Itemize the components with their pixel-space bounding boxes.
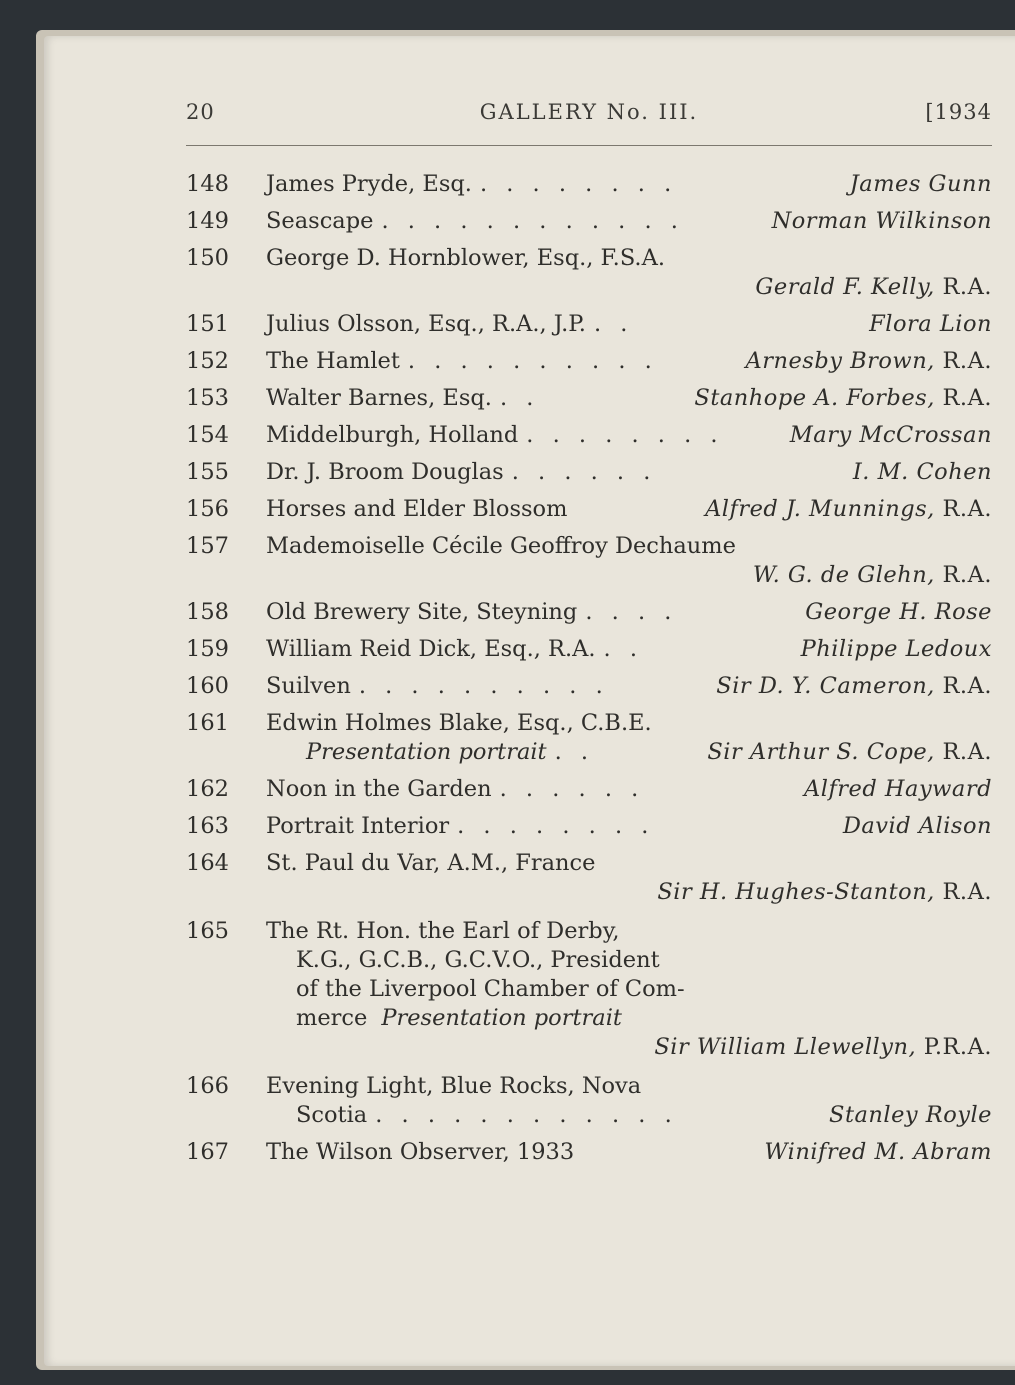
entry-number: 164 xyxy=(186,850,229,876)
entry-title: The Rt. Hon. the Earl of Derby, xyxy=(266,918,620,944)
catalogue-entry xyxy=(186,345,992,378)
entry-number: 156 xyxy=(186,496,229,522)
entry-artist: Sir Arthur S. Cope, xyxy=(707,739,935,765)
entry-title: Edwin Holmes Blake, Esq., C.B.E. xyxy=(266,710,652,736)
leader-dots: . . . . . . . . . . xyxy=(407,348,658,374)
entry-number: 151 xyxy=(186,311,229,337)
entry-title: Julius Olsson, Esq., R.A., J.P. xyxy=(266,311,586,337)
entry-note: Presentation portrait xyxy=(306,739,547,765)
entry-title: Walter Barnes, Esq. xyxy=(266,385,492,411)
entry-title: The Hamlet xyxy=(266,348,400,374)
leader-dots: . . . . xyxy=(585,599,678,625)
entry-artist: Flora Lion xyxy=(869,311,992,337)
leader-dots: . . . . . . . . xyxy=(526,422,724,448)
artist-suffix: R.A. xyxy=(934,739,992,765)
catalogue-entry xyxy=(186,707,992,769)
entry-artist: Gerald F. Kelly, xyxy=(755,274,935,300)
entry-number: 150 xyxy=(186,245,229,271)
entry-artist: Sir William Llewellyn, xyxy=(654,1034,917,1060)
catalogue-entry xyxy=(186,915,992,1064)
entry-number: 165 xyxy=(186,918,229,944)
entry-artist: James Gunn xyxy=(849,171,992,197)
entry-title-continued: merce xyxy=(296,1005,368,1031)
entry-number: 148 xyxy=(186,171,229,197)
entry-title: Suilven xyxy=(266,673,351,699)
catalogue-entry xyxy=(186,205,992,238)
entry-artist: Sir D. Y. Cameron, xyxy=(716,673,935,699)
catalogue-entry xyxy=(186,1070,992,1132)
leader-dots: . . . . . . . . . . . . xyxy=(375,1102,678,1128)
page-header xyxy=(186,100,992,136)
entry-title: Old Brewery Site, Steyning xyxy=(266,599,578,625)
catalogue-entry xyxy=(186,847,992,909)
entry-artist: Sir H. Hughes-Stanton, xyxy=(657,879,935,905)
catalogue-entry xyxy=(186,419,992,452)
leader-dots: . . . . . . . . xyxy=(457,813,655,839)
entry-title: William Reid Dick, Esq., R.A. xyxy=(266,636,596,662)
page-number: 20 xyxy=(186,100,215,124)
artist-suffix: P.R.A. xyxy=(916,1034,992,1060)
catalogue-entry xyxy=(186,168,992,201)
entry-title: Evening Light, Blue Rocks, Nova xyxy=(266,1073,642,1099)
artist-suffix: R.A. xyxy=(934,496,992,522)
entry-title-continued: K.G., G.C.B., G.C.V.O., President xyxy=(296,947,660,973)
entry-title: James Pryde, Esq. xyxy=(266,171,472,197)
header-rule xyxy=(186,145,992,146)
artist-suffix: R.A. xyxy=(934,274,992,300)
leader-dots: . . . . . . . . xyxy=(479,171,678,197)
entry-artist: David Alison xyxy=(842,813,992,839)
entry-title-continued: of the Liverpool Chamber of Com- xyxy=(296,976,685,1002)
leader-dots: . . xyxy=(499,385,540,411)
leader-dots: . . xyxy=(603,636,643,662)
entry-title: Mademoiselle Cécile Geoffroy Dechaume xyxy=(266,533,736,559)
entry-number: 152 xyxy=(186,348,229,374)
entry-number: 161 xyxy=(186,710,229,736)
entry-number: 166 xyxy=(186,1073,229,1099)
entry-artist: Philippe Ledoux xyxy=(800,636,992,662)
artist-suffix: R.A. xyxy=(934,385,992,411)
entry-title: Dr. J. Broom Douglas xyxy=(266,459,504,485)
entry-title: St. Paul du Var, A.M., France xyxy=(266,850,596,876)
entry-artist: W. G. de Glehn, xyxy=(752,562,935,588)
leader-dots: . . xyxy=(554,739,595,765)
catalogue-entry xyxy=(186,596,992,629)
catalogue-entry xyxy=(186,456,992,489)
leader-dots: . . . . . . xyxy=(511,459,657,485)
entry-artist: Stanley Royle xyxy=(829,1102,992,1128)
entry-title-continued: Scotia xyxy=(296,1102,368,1128)
catalogue-entry xyxy=(186,773,992,806)
entry-number: 157 xyxy=(186,533,229,559)
entry-title: Portrait Interior xyxy=(266,813,450,839)
catalogue-entry xyxy=(186,1136,992,1169)
entry-artist: Norman Wilkinson xyxy=(771,208,992,234)
gallery-title: GALLERY No. III. xyxy=(479,100,699,124)
artist-suffix: R.A. xyxy=(934,562,992,588)
catalogue-entry xyxy=(186,242,992,304)
entry-number: 167 xyxy=(186,1139,229,1165)
catalogue-entry xyxy=(186,493,992,526)
entry-title: Noon in the Garden xyxy=(266,776,492,802)
leader-dots: . . xyxy=(593,311,634,337)
entry-artist: Alfred J. Munnings, xyxy=(705,496,935,522)
artist-suffix: R.A. xyxy=(934,879,992,905)
leader-dots: . . . . . . xyxy=(499,776,645,802)
entry-number: 155 xyxy=(186,459,229,485)
entry-title: George D. Hornblower, Esq., F.S.A. xyxy=(266,245,665,271)
artist-suffix: R.A. xyxy=(934,348,992,374)
entry-number: 160 xyxy=(186,673,229,699)
entry-artist: Stanhope A. Forbes, xyxy=(694,385,935,411)
entry-number: 163 xyxy=(186,813,229,839)
entry-artist: Winifred M. Abram xyxy=(764,1139,992,1165)
entry-number: 153 xyxy=(186,385,229,411)
entry-number: 158 xyxy=(186,599,229,625)
entry-title: Middelburgh, Holland xyxy=(266,422,519,448)
entry-artist: Arnesby Brown, xyxy=(745,348,935,374)
catalogue-entry xyxy=(186,530,992,592)
entry-number: 149 xyxy=(186,208,229,234)
leader-dots: . . . . . . . . . . xyxy=(358,673,609,699)
leader-dots: . . . . . . . . . . . . xyxy=(381,208,684,234)
catalogue-entry xyxy=(186,308,992,341)
entry-artist: Mary McCrossan xyxy=(789,422,992,448)
year-marker: [1934 xyxy=(925,100,992,124)
entry-title: The Wilson Observer, 1933 xyxy=(266,1139,575,1165)
entry-number: 162 xyxy=(186,776,229,802)
catalogue-entry xyxy=(186,670,992,703)
catalogue-entry xyxy=(186,633,992,666)
artist-suffix: R.A. xyxy=(934,673,992,699)
catalogue-entry xyxy=(186,382,992,415)
catalogue-entry xyxy=(186,810,992,843)
entry-note: Presentation portrait xyxy=(381,1005,622,1031)
entry-number: 159 xyxy=(186,636,229,662)
entry-artist: George H. Rose xyxy=(805,599,992,625)
entry-title: Horses and Elder Blossom xyxy=(266,496,568,522)
entry-artist: Alfred Hayward xyxy=(804,776,992,802)
entry-title: Seascape xyxy=(266,208,374,234)
entry-number: 154 xyxy=(186,422,229,448)
entry-artist: I. M. Cohen xyxy=(852,459,992,485)
catalogue-entries xyxy=(186,168,992,1173)
